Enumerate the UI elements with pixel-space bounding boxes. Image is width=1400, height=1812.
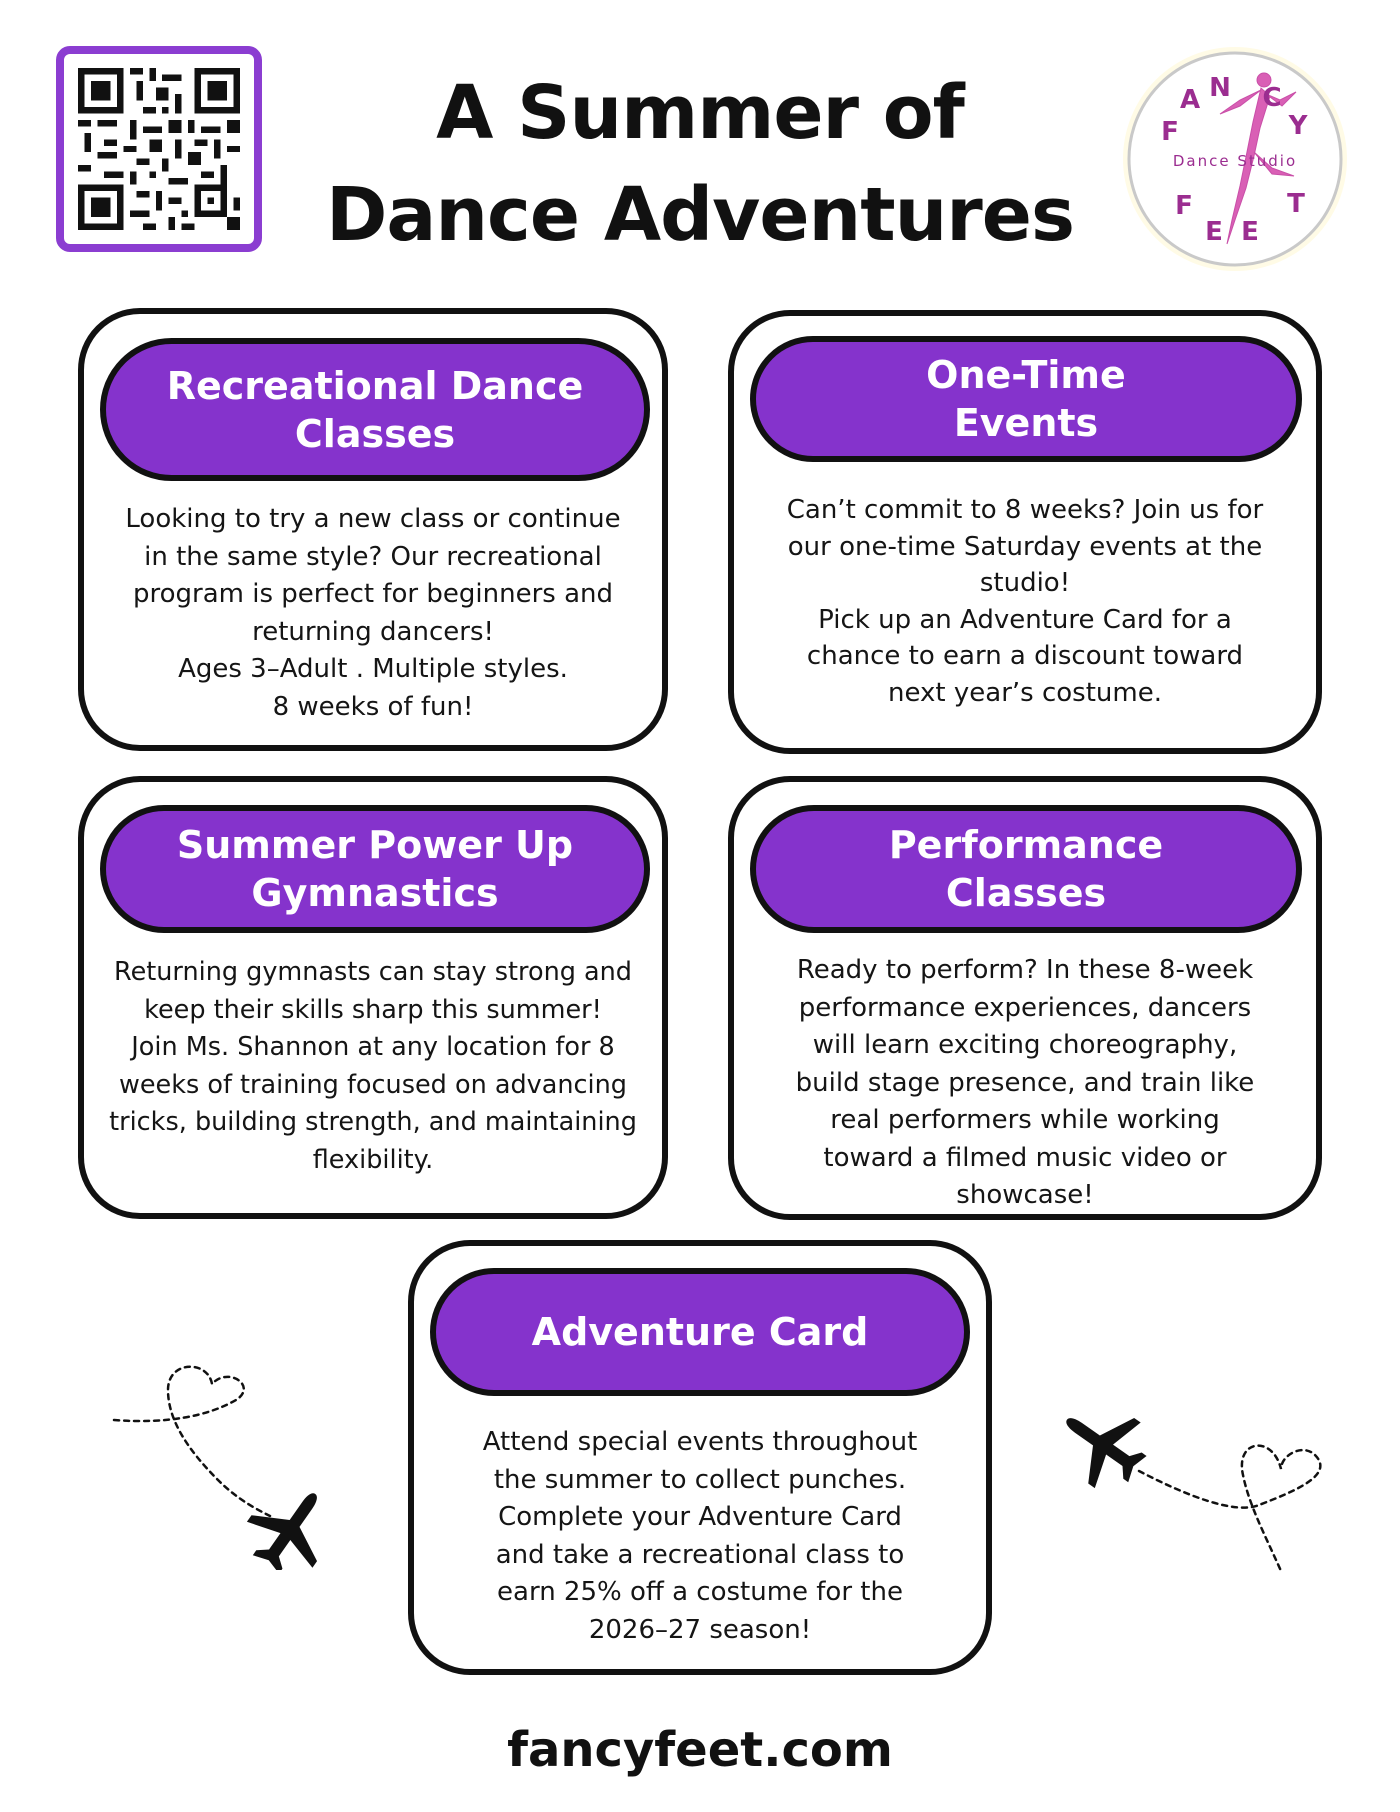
card-body — [88, 501, 658, 726]
logo-letter: T — [1287, 189, 1305, 219]
title-line-2: Dance Adventures — [326, 172, 1074, 258]
card-body-line: 2026–27 season! — [588, 1614, 812, 1645]
logo-subtitle: Dance Studio — [1172, 152, 1298, 170]
fancy-feet-logo — [1120, 44, 1350, 274]
logo-letter: A — [1179, 85, 1201, 115]
dotted-heart-trail-icon — [1139, 1446, 1320, 1571]
logo-letter: C — [1262, 83, 1282, 113]
decoration-left — [108, 1320, 348, 1570]
card-body — [86, 954, 660, 1179]
airplane-icon — [1055, 1395, 1160, 1502]
card-body-line: 8 weeks of fun! — [272, 691, 474, 722]
logo-letter: F — [1161, 117, 1179, 147]
card-body-line: showcase! — [956, 1180, 1094, 1210]
card-body-line: returning dancers! — [252, 616, 494, 647]
card-title: Recreational Dance Classes — [166, 363, 584, 456]
card-body-line: performance experiences, dancers — [798, 992, 1252, 1023]
card-body-line: earn 25% off a costume for the — [497, 1577, 903, 1607]
decoration-right — [1055, 1395, 1330, 1585]
card-body-line: the summer to collect punches. — [493, 1464, 907, 1495]
card-body-line: will learn exciting choreography, — [812, 1030, 1238, 1060]
card-body-line: chance to earn a discount toward — [806, 641, 1244, 671]
card-body — [738, 492, 1312, 711]
card-body-line: program is perfect for beginners and — [133, 579, 613, 609]
page-title — [300, 62, 1100, 266]
card-body-line: Pick up an Adventure Card for a — [818, 604, 1232, 635]
card-body-line: real performers while working — [830, 1105, 1220, 1135]
card-body-line: Complete your Adventure Card — [498, 1502, 902, 1532]
qr-code-icon — [78, 68, 240, 230]
dotted-heart-trail-icon — [114, 1367, 270, 1516]
card-body-line: Looking to try a new class or continue — [125, 504, 621, 534]
logo-letter: F — [1175, 191, 1193, 221]
website-link[interactable]: fancyfeet.com — [507, 1722, 893, 1778]
card-one-time-events — [728, 310, 1322, 754]
card-title-banner — [750, 805, 1302, 933]
card-body-line: next year’s costume. — [888, 677, 1162, 708]
card-title-banner — [100, 338, 650, 481]
card-body-line: build stage presence, and train like — [795, 1067, 1255, 1098]
card-body-line: Returning gymnasts can stay strong and — [114, 957, 632, 987]
card-body-line: keep their skills sharp this summer! — [144, 994, 602, 1025]
card-title-banner — [750, 336, 1302, 462]
card-gymnastics — [78, 776, 668, 1219]
card-body-line: and take a recreational class to — [495, 1539, 905, 1570]
card-adventure — [408, 1240, 992, 1675]
airplane-icon — [233, 1471, 348, 1570]
card-body-line: toward a filmed music video or — [823, 1142, 1227, 1173]
card-body-line: flexibility. — [312, 1144, 434, 1175]
card-title: One-Time Events — [926, 353, 1126, 445]
card-body-line: Join Ms. Shannon at any location for 8 — [131, 1032, 615, 1062]
studio-logo — [1120, 44, 1350, 274]
card-body-line: in the same style? Our recreational — [144, 541, 602, 572]
card-title: Performance Classes — [888, 823, 1164, 915]
card-title: Adventure Card — [531, 1310, 869, 1354]
card-body-line: Ready to perform? In these 8-week — [796, 955, 1254, 985]
card-performance — [728, 776, 1322, 1220]
card-title-banner — [100, 805, 650, 933]
logo-letter: Y — [1288, 111, 1308, 141]
card-body-line: Attend special events throughout — [482, 1427, 918, 1457]
card-recreational — [78, 308, 668, 751]
card-title: Summer Power Up Gymnastics — [176, 823, 574, 915]
logo-letter: E — [1205, 217, 1223, 247]
card-body-line: studio! — [979, 568, 1071, 598]
card-body-line: tricks, building strength, and maintaining — [109, 1107, 637, 1137]
title-line-1: A Summer of — [436, 70, 964, 156]
card-body-line: Can’t commit to 8 weeks? Join us for — [786, 495, 1264, 525]
card-body-line: Ages 3–Adult . Multiple styles. — [178, 654, 568, 684]
card-body — [738, 952, 1312, 1215]
card-title-banner — [430, 1268, 970, 1396]
card-body — [418, 1424, 982, 1649]
card-body-line: our one-time Saturday events at the — [787, 531, 1263, 562]
logo-letter: N — [1209, 73, 1231, 103]
qr-code — [56, 46, 262, 252]
card-body-line: weeks of training focused on advancing — [118, 1069, 627, 1100]
logo-letter: E — [1241, 217, 1259, 247]
